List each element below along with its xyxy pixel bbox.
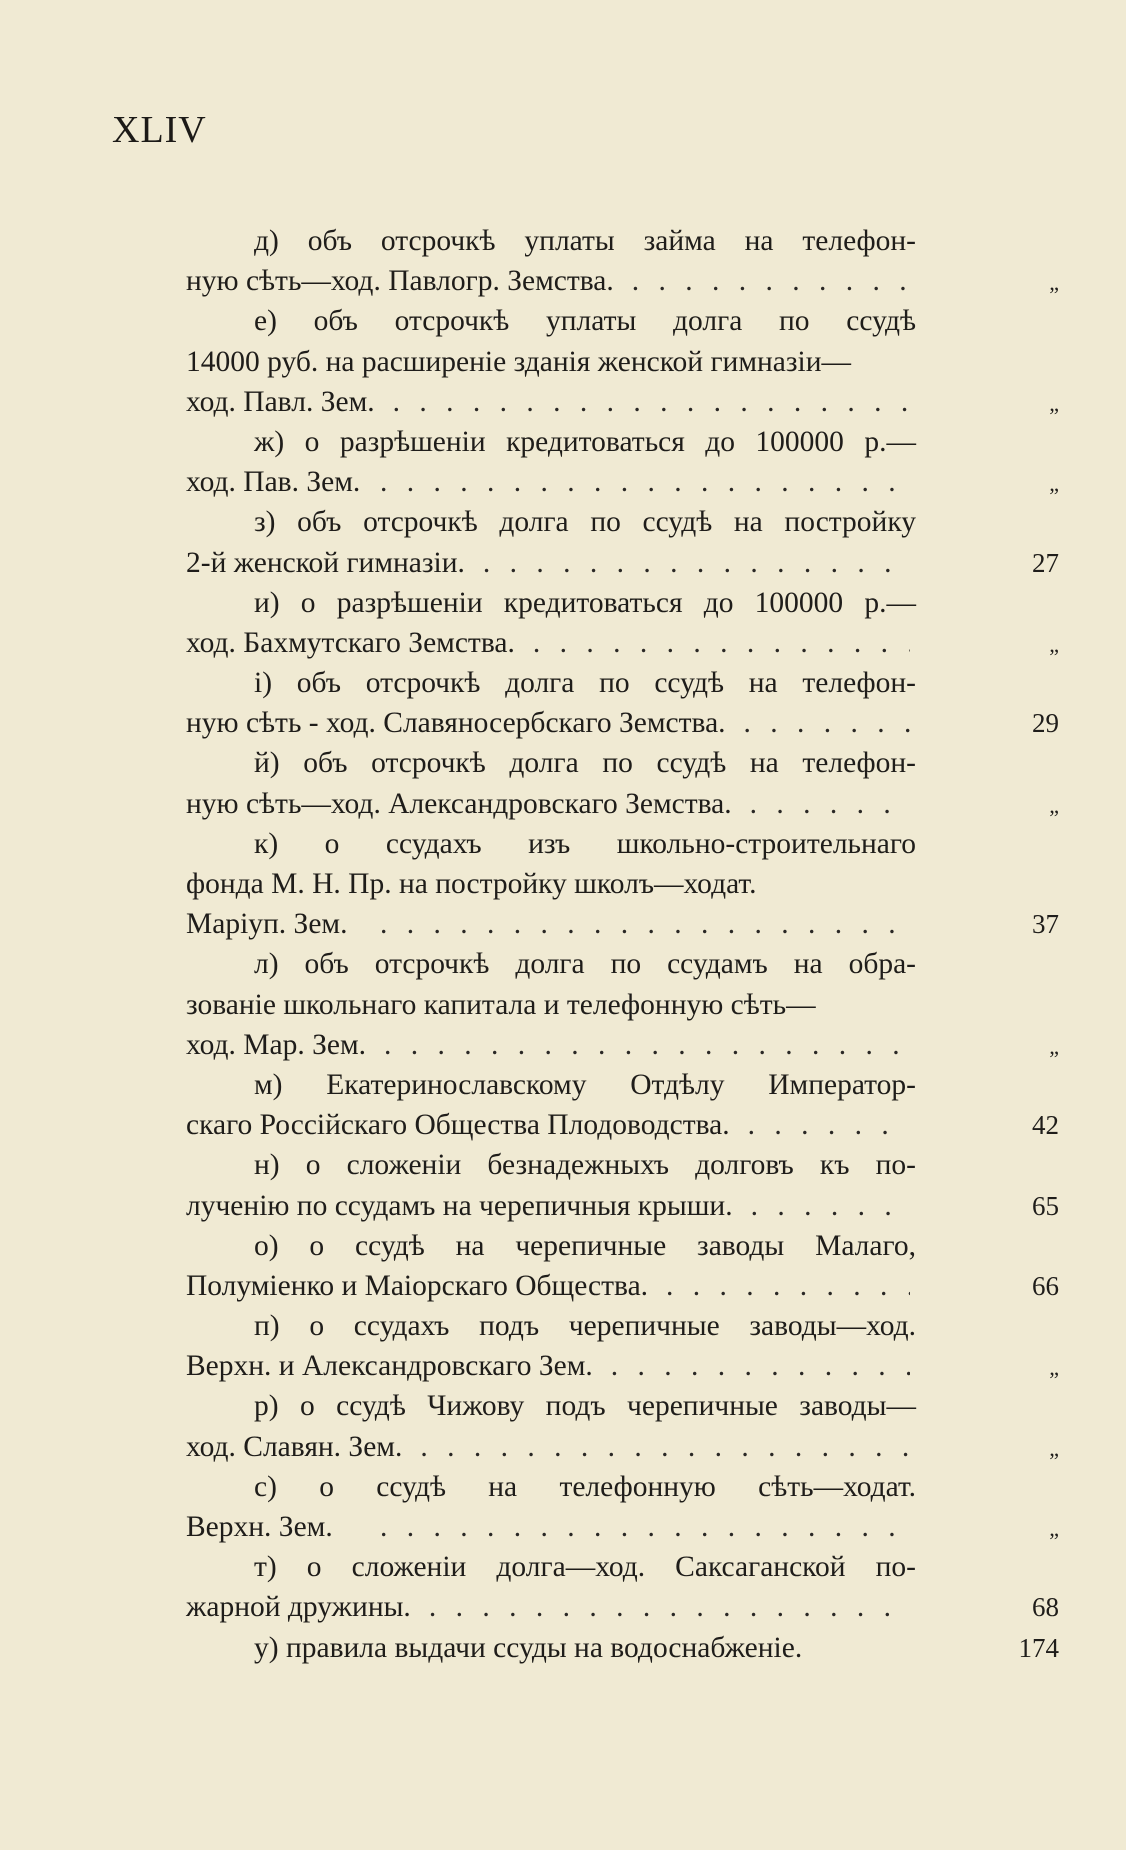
entry-page-ref: „	[1049, 631, 1059, 657]
entry-text: Полуміенко и Маіорскаго Общества.	[186, 1269, 649, 1302]
entry-line-last	[186, 904, 1059, 944]
entry-line-middle: фонда М. Н. Пр. на постройку школъ—ходат.	[186, 868, 757, 900]
table-of-contents	[186, 221, 1059, 1668]
page-number: XLIV	[112, 109, 207, 151]
dot-leader-dots	[748, 1109, 910, 1141]
entry-page-ref: „	[1049, 1516, 1059, 1541]
entry-page-ref: „	[1049, 1033, 1059, 1059]
entry-page-ref: „	[1049, 1355, 1059, 1381]
dot-leader-dots	[380, 466, 910, 498]
dot-leader-area	[740, 784, 910, 824]
dot-leader-dots	[393, 386, 910, 418]
dot-leader-dots	[632, 265, 910, 297]
dot-leader-area	[601, 1346, 910, 1386]
entry-text: ход. Пав. Зем.	[186, 466, 361, 499]
dot-leader-area	[355, 904, 910, 944]
dot-leader-dots	[429, 1591, 910, 1623]
toc-entry	[186, 502, 1059, 582]
dot-leader-area	[410, 1427, 910, 1467]
entry-line-first: и) о разрѣшеніи кредитоваться до 100000 р.—	[254, 586, 916, 619]
entry-text: Верхн. Зем.	[186, 1511, 333, 1543]
entry-text: Верхн. и Александровскаго Зем.	[186, 1350, 593, 1383]
dot-leader-area	[741, 1186, 910, 1226]
entry-line-first: м) Екатеринославскому Отдѣлу Император-	[254, 1068, 916, 1101]
toc-entry	[186, 1065, 1059, 1145]
entry-line-first: н) о сложеніи безнадежныхъ долговъ къ по-	[254, 1149, 916, 1182]
dot-leader	[419, 1587, 910, 1627]
dot-leader	[622, 261, 910, 301]
dot-leader-area	[419, 1587, 910, 1627]
entry-line-last	[186, 543, 1059, 583]
entry-page-ref: 174	[1018, 1632, 1059, 1663]
entry-text: жарной дружины.	[186, 1591, 411, 1624]
entry-line-first: е) объ отсрочкѣ уплаты долга по ссудѣ	[254, 305, 916, 338]
entry-line-first: л) объ отсрочкѣ долга по ссудамъ на обра-	[254, 948, 916, 981]
entry-line-first: і) объ отсрочкѣ долга по ссудѣ на телефон-	[254, 667, 916, 700]
entry-page-ref: „	[1049, 270, 1059, 296]
toc-entry	[186, 301, 1059, 422]
dot-leader	[734, 703, 910, 743]
entry-text: у) правила выдачи ссуды на водоснабженіе.	[254, 1631, 803, 1664]
entry-text: ход. Бахмутскаго Земства.	[186, 626, 515, 659]
entry-page-ref: 68	[1032, 1592, 1059, 1623]
dot-leader	[601, 1346, 910, 1386]
entry-line-last	[186, 623, 1059, 663]
entry-line-last	[186, 261, 1059, 301]
dot-leader-dots	[744, 707, 910, 739]
toc-entry	[186, 1145, 1059, 1225]
entry-line-last	[186, 1186, 1059, 1226]
dot-leader	[370, 1507, 910, 1547]
dot-leader-area	[523, 623, 910, 663]
entry-line-middle: 14000 руб. на расширеніе зданія женской гимназіи—	[186, 345, 852, 378]
entry-line-first: ж) о разрѣшеніи кредитоваться до 100000 р.—	[254, 425, 916, 458]
dot-leader	[374, 1025, 910, 1065]
dot-leader	[370, 462, 910, 502]
dot-leader	[410, 1427, 910, 1467]
entry-line-first: т) о сложеніи долга—ход. Саксаганской по-	[254, 1551, 916, 1584]
entry-line-last	[186, 1427, 1059, 1467]
toc-entry	[186, 1628, 1059, 1668]
dot-leader	[473, 543, 910, 583]
dot-leader-area	[374, 1025, 910, 1065]
toc-entry	[186, 663, 1059, 743]
toc-entry	[186, 221, 1059, 301]
entry-line-first: о) о ссудѣ на черепичные заводы Малаго,	[254, 1229, 916, 1262]
toc-entry	[186, 1467, 1059, 1547]
dot-leader-dots	[420, 1431, 910, 1463]
toc-entry	[186, 1226, 1059, 1306]
dot-leader	[656, 1266, 910, 1306]
dot-leader	[740, 784, 910, 824]
dot-leader-dots	[750, 788, 910, 820]
toc-entry	[186, 422, 1059, 502]
dot-leader-dots	[483, 547, 910, 579]
entry-line-first: з) объ отсрочкѣ долга по ссудѣ на постройку	[254, 506, 916, 539]
toc-entry	[186, 583, 1059, 663]
dot-leader-dots	[611, 1350, 910, 1382]
entry-text: 2-й женской гимназіи.	[186, 546, 465, 579]
toc-entry	[186, 1306, 1059, 1386]
dot-leader	[741, 1186, 910, 1226]
dot-leader-area	[656, 1266, 910, 1306]
dot-leader-area	[383, 382, 910, 422]
entry-page-ref: „	[1049, 792, 1059, 818]
entry-page-ref: 66	[1032, 1270, 1059, 1301]
entry-page-ref: 65	[1032, 1190, 1059, 1221]
entry-line-last	[186, 784, 1059, 824]
entry-page-ref: „	[1049, 390, 1059, 416]
entry-page-ref: 27	[1032, 547, 1059, 578]
entry-line-last	[186, 382, 1059, 422]
dot-leader-area	[734, 703, 910, 743]
dot-leader	[383, 382, 910, 422]
toc-entry	[186, 944, 1059, 1065]
entry-line-last	[186, 1105, 1059, 1145]
dot-leader	[370, 904, 910, 944]
dot-leader-area	[738, 1105, 910, 1145]
dot-leader-area	[473, 543, 910, 583]
entry-text: ную сѣть—ход. Александровскаго Земства.	[186, 787, 732, 820]
toc-entry	[186, 824, 1059, 945]
entry-line-last	[186, 1346, 1059, 1386]
dot-leader-dots	[384, 1029, 910, 1061]
entry-page-ref: 37	[1032, 909, 1059, 940]
entry-line-last	[186, 1587, 1059, 1627]
entry-line-first: к) о ссудахъ изъ школьно-строительнаго	[254, 827, 916, 860]
dot-leader-area	[368, 462, 910, 502]
entry-line-first: й) объ отсрочкѣ долга по ссудѣ на телефон-	[254, 747, 916, 780]
entry-line-first: р) о ссудѣ Чижову подъ черепичные заводы—	[254, 1390, 916, 1423]
dot-leader-area	[622, 261, 910, 301]
entry-line-last	[186, 1507, 1059, 1547]
entry-line-last	[186, 462, 1059, 502]
entry-line-last	[186, 1025, 1059, 1065]
entry-line	[186, 1628, 1059, 1668]
entry-text: ную сѣть—ход. Павлогр. Земства.	[186, 265, 614, 298]
entry-text: ход. Павл. Зем.	[186, 385, 375, 418]
entry-line-last	[186, 703, 1059, 743]
dot-leader-dots	[666, 1270, 910, 1302]
toc-entry	[186, 1386, 1059, 1466]
entry-page-ref: 42	[1032, 1110, 1059, 1141]
entry-line-first: п) о ссудахъ подъ черепичные заводы—ход.	[254, 1310, 916, 1343]
dot-leader	[523, 623, 910, 663]
dot-leader-dots	[380, 1511, 910, 1543]
toc-entry	[186, 1547, 1059, 1627]
entry-line-first: д) объ отсрочкѣ уплаты займа на телефон-	[254, 225, 916, 257]
entry-text: ход. Мар. Зем.	[186, 1028, 367, 1061]
dot-leader-dots	[751, 1190, 910, 1222]
entry-page-ref: 29	[1032, 708, 1059, 739]
entry-line-first: с) о ссудѣ на телефонную сѣть—ходат.	[254, 1470, 916, 1503]
entry-line-middle: зованіе школьнаго капитала и телефонную сѣть—	[186, 988, 816, 1021]
toc-entry	[186, 743, 1059, 823]
entry-text: ную сѣть - ход. Славяносербскаго Земства.	[186, 707, 726, 740]
dot-leader-area	[341, 1507, 910, 1547]
entry-text: Маріуп. Зем.	[186, 908, 348, 941]
entry-text: скаго Россійскаго Общества Плодоводства.	[186, 1109, 730, 1142]
entry-line-last	[186, 1266, 1059, 1306]
entry-text: ход. Славян. Зем.	[186, 1430, 403, 1463]
entry-page-ref: „	[1049, 471, 1059, 497]
dot-leader	[738, 1105, 910, 1145]
dot-leader-dots	[380, 908, 910, 940]
entry-page-ref: „	[1049, 1435, 1059, 1461]
dot-leader-dots	[533, 627, 910, 659]
entry-text: лученію по ссудамъ на черепичныя крыши.	[186, 1189, 733, 1222]
